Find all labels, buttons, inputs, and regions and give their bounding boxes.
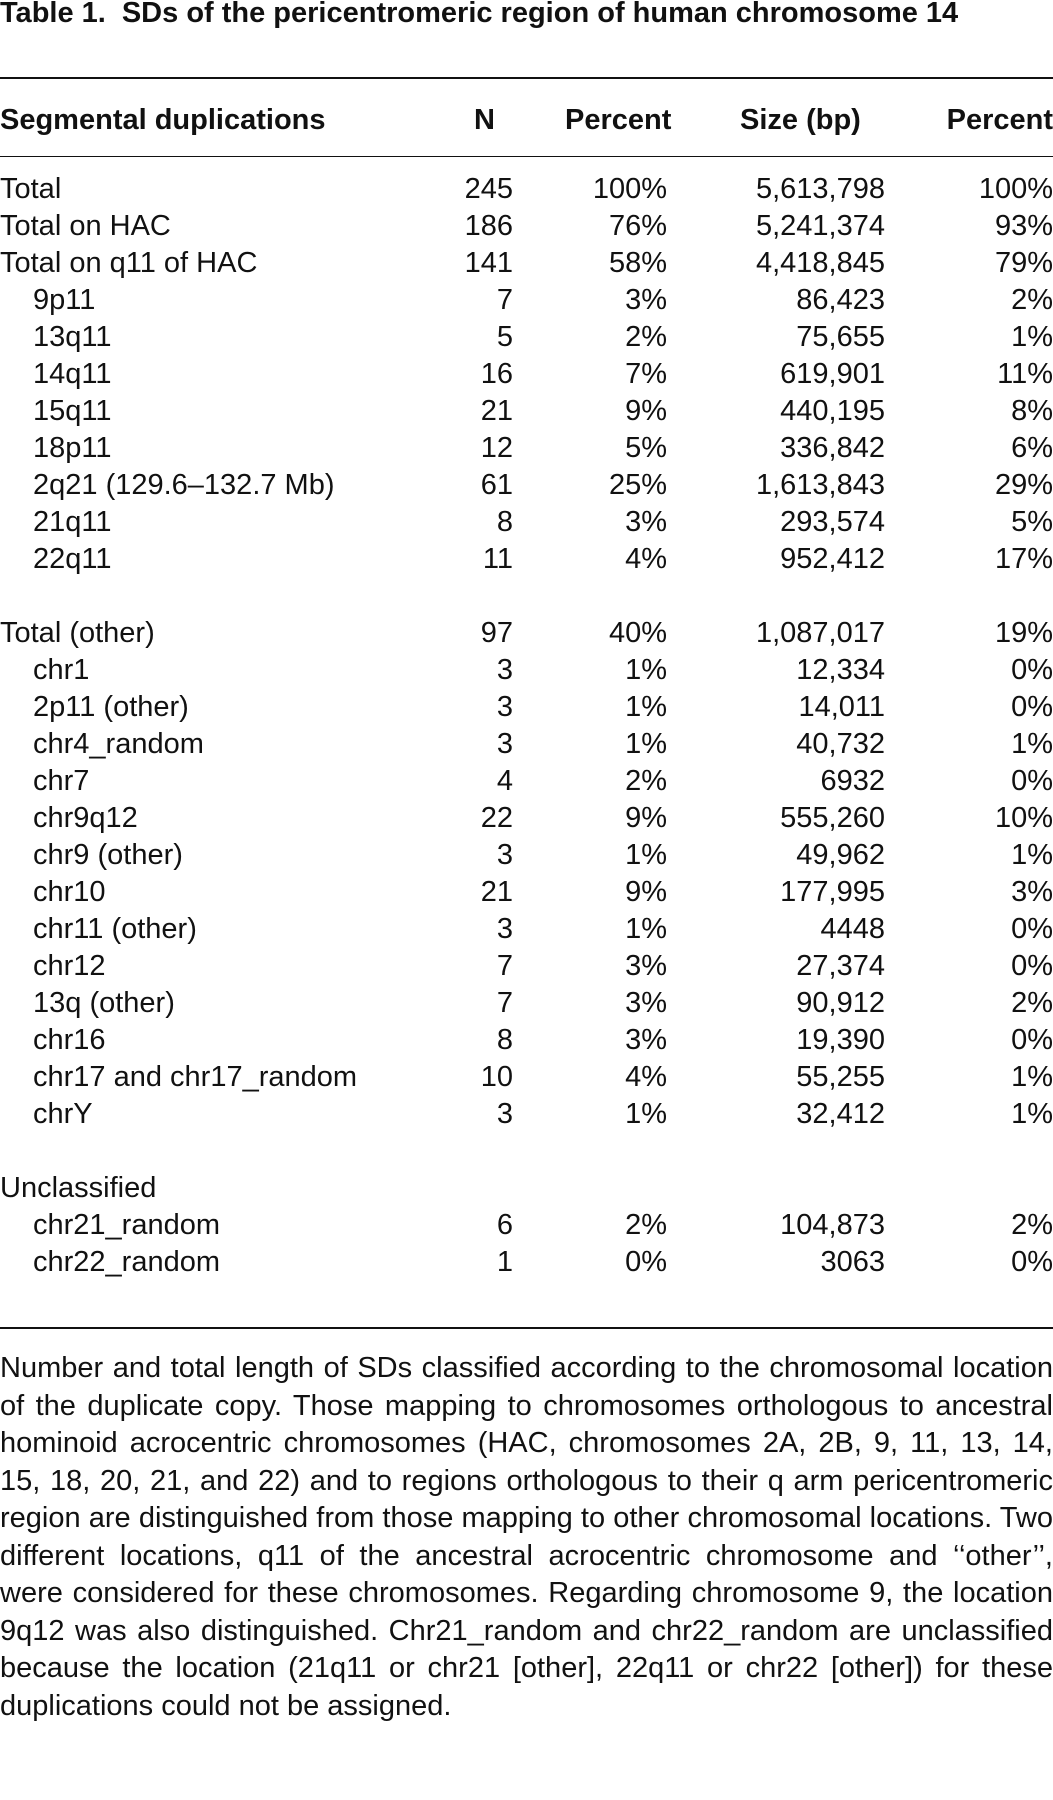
row-label: chr21_random (33, 1209, 220, 1241)
row-size: 4448 (820, 913, 885, 945)
row-n: 4 (496, 765, 513, 797)
row-label: chr10 (33, 876, 106, 908)
row-n: 245 (464, 173, 513, 205)
header-row (0, 102, 1053, 139)
row-n: 11 (482, 543, 513, 575)
row-size: 440,195 (780, 395, 885, 427)
row-n: 3 (496, 1098, 513, 1130)
row-percent: 5% (625, 432, 667, 464)
row-label: chrY (33, 1098, 93, 1130)
row-label: 18p11 (33, 432, 112, 464)
row-percent-size: 10% (994, 802, 1053, 834)
row-label: Total (0, 173, 62, 205)
table-row (0, 208, 1053, 245)
row-percent: 4% (625, 1061, 667, 1093)
table-row (0, 1207, 1053, 1244)
header-n: N (474, 104, 495, 136)
table-row (0, 1059, 1053, 1096)
row-size: 19,390 (796, 1024, 885, 1056)
row-n: 21 (480, 876, 513, 908)
row-label: chr16 (33, 1024, 106, 1056)
row-percent-size: 11% (997, 358, 1053, 390)
row-n: 16 (480, 358, 513, 390)
row-size: 5,241,374 (755, 210, 885, 242)
row-percent-size: 1% (1011, 321, 1053, 353)
table-row (0, 430, 1053, 467)
row-percent-size: 100% (978, 173, 1053, 205)
row-label: chr11 (other) (33, 913, 197, 945)
row-percent-size: 1% (1011, 1098, 1053, 1130)
row-n: 3 (496, 691, 513, 723)
row-percent: 3% (625, 987, 667, 1019)
row-label: chr22_random (33, 1246, 220, 1278)
row-percent: 3% (625, 1024, 667, 1056)
row-size: 104,873 (780, 1209, 885, 1241)
table-row (0, 356, 1053, 393)
table-row (0, 504, 1053, 541)
row-label: Total on HAC (0, 210, 171, 242)
table-footnote: Number and total length of SDs classified according to the chromosomal location of the duplicate copy. Those mapping to chromosomes orthologous to ancestral hominoid acrocentric chromosomes (HAC, chromosomes 2A, 2B, 9, 11, 13, 14, 15, 18, 20, 21, and 22) and to regions orthologous to their q arm pericentromeric region are distinguished from those mapping to other chromosomal locations. Two different locations, q11 of the ancestral acrocentric chromosome and ‘‘other’’, were considered for these chromosomes. Regarding chromosome 9, the location 9q12 was also distinguished. Chr21_random and chr22_random are unclassified because the location (21q11 or chr21 [other], 22q11 or chr22 [other]) for these duplications could not be assigned. (0, 1352, 1053, 1722)
row-n: 7 (496, 284, 513, 316)
row-size: 177,995 (780, 876, 885, 908)
table-row (0, 837, 1053, 874)
row-label: 2q21 (129.6–132.7 Mb) (33, 469, 335, 501)
row-size: 86,423 (796, 284, 885, 316)
row-n: 8 (496, 506, 513, 538)
table-row (0, 541, 1053, 578)
row-percent: 58% (608, 247, 667, 279)
row-percent: 0% (625, 1246, 667, 1278)
header-rule (0, 156, 1053, 157)
row-percent-size: 0% (1011, 654, 1053, 686)
row-n: 1 (496, 1246, 513, 1278)
row-size: 555,260 (780, 802, 885, 834)
row-size: 40,732 (796, 728, 885, 760)
table-label: Table 1. (0, 0, 106, 29)
bottom-rule (0, 1327, 1053, 1329)
table-row (0, 467, 1053, 504)
row-percent-size: 19% (994, 617, 1053, 649)
row-size: 27,374 (796, 950, 885, 982)
row-size: 6932 (820, 765, 885, 797)
row-percent: 2% (625, 765, 667, 797)
table-row (0, 911, 1053, 948)
row-size: 1,613,843 (755, 469, 885, 501)
table-row (0, 726, 1053, 763)
table-row (0, 245, 1053, 282)
row-n: 3 (496, 839, 513, 871)
row-n: 141 (464, 247, 513, 279)
row-size: 4,418,845 (755, 247, 885, 279)
row-label: chr7 (33, 765, 90, 797)
table-row (0, 615, 1053, 652)
row-n: 3 (496, 913, 513, 945)
row-percent: 1% (625, 728, 667, 760)
header-size: Size (bp) (740, 104, 861, 136)
row-n: 3 (496, 728, 513, 760)
row-percent-size: 2% (1011, 987, 1053, 1019)
row-percent: 3% (625, 284, 667, 316)
row-percent-size: 5% (1011, 506, 1053, 538)
row-percent-size: 3% (1011, 876, 1053, 908)
table-row (0, 985, 1053, 1022)
row-percent-size: 2% (1011, 1209, 1053, 1241)
row-label: chr17 and chr17_random (33, 1061, 358, 1093)
row-label: Total on q11 of HAC (0, 247, 258, 279)
row-percent: 4% (625, 543, 667, 575)
table-row (0, 1096, 1053, 1133)
row-label: chr1 (33, 654, 90, 686)
row-percent: 76% (608, 210, 667, 242)
row-percent-size: 0% (1011, 950, 1053, 982)
row-size: 952,412 (780, 543, 885, 575)
row-label: 2p11 (other) (33, 691, 189, 723)
table-title: SDs of the pericentromeric region of human chromosome 14 (121, 0, 959, 29)
row-percent-size: 29% (994, 469, 1053, 501)
row-percent-size: 8% (1011, 395, 1053, 427)
row-label: 13q (other) (33, 987, 175, 1019)
row-size: 1,087,017 (755, 617, 885, 649)
row-n: 7 (496, 950, 513, 982)
table-row (0, 1244, 1053, 1281)
row-label: Unclassified (0, 1172, 157, 1204)
row-percent: 3% (625, 950, 667, 982)
row-percent-size: 1% (1011, 839, 1053, 871)
header-percent-size: Percent (946, 104, 1053, 136)
row-percent: 2% (625, 1209, 667, 1241)
row-label: 21q11 (33, 506, 112, 538)
row-percent-size: 0% (1011, 1246, 1053, 1278)
row-percent: 100% (592, 173, 667, 205)
table-row (0, 800, 1053, 837)
row-n: 3 (496, 654, 513, 686)
row-size: 75,655 (796, 321, 885, 353)
row-label: 9p11 (33, 284, 96, 316)
row-label: 13q11 (33, 321, 112, 353)
row-n: 8 (496, 1024, 513, 1056)
row-n: 21 (480, 395, 513, 427)
row-n: 7 (496, 987, 513, 1019)
row-size: 293,574 (780, 506, 885, 538)
table-row (0, 171, 1053, 208)
row-percent: 9% (625, 802, 667, 834)
table-row (0, 319, 1053, 356)
row-label: chr12 (33, 950, 106, 982)
row-percent-size: 1% (1011, 1061, 1053, 1093)
row-label: chr9 (other) (33, 839, 183, 871)
table-row (0, 393, 1053, 430)
header-segmental-duplications: Segmental duplications (0, 104, 326, 136)
row-label: 14q11 (33, 358, 112, 390)
row-label: chr9q12 (33, 802, 138, 834)
row-size: 55,255 (796, 1061, 885, 1093)
row-percent: 40% (608, 617, 667, 649)
row-n: 22 (480, 802, 513, 834)
row-size: 90,912 (796, 987, 885, 1019)
row-percent: 25% (608, 469, 667, 501)
row-size: 14,011 (798, 691, 885, 723)
row-percent: 9% (625, 395, 667, 427)
row-percent-size: 17% (994, 543, 1053, 575)
row-n: 186 (464, 210, 513, 242)
table-row (0, 652, 1053, 689)
row-percent: 1% (625, 1098, 667, 1130)
row-label: 15q11 (33, 395, 112, 427)
table-row (0, 763, 1053, 800)
row-percent: 7% (625, 358, 667, 390)
row-percent: 1% (625, 691, 667, 723)
row-percent-size: 0% (1011, 691, 1053, 723)
row-n: 10 (480, 1061, 513, 1093)
row-size: 619,901 (780, 358, 885, 390)
row-percent-size: 1% (1011, 728, 1053, 760)
row-n: 6 (496, 1209, 513, 1241)
row-percent-size: 93% (994, 210, 1053, 242)
header-percent: Percent (565, 104, 672, 136)
row-label: chr4_random (33, 728, 204, 760)
row-n: 5 (496, 321, 513, 353)
row-percent-size: 2% (1011, 284, 1053, 316)
top-rule (0, 77, 1053, 79)
row-size: 12,334 (796, 654, 885, 686)
row-size: 336,842 (780, 432, 885, 464)
row-size: 5,613,798 (755, 173, 885, 205)
table-row (0, 689, 1053, 726)
row-percent: 9% (625, 876, 667, 908)
row-percent-size: 79% (994, 247, 1053, 279)
row-n: 61 (480, 469, 513, 501)
table-row (0, 948, 1053, 985)
row-size: 32,412 (796, 1098, 885, 1130)
row-n: 97 (480, 617, 513, 649)
row-size: 3063 (820, 1246, 885, 1278)
row-n: 12 (480, 432, 513, 464)
row-label: 22q11 (33, 543, 112, 575)
table-row (0, 1170, 1053, 1207)
row-percent: 2% (625, 321, 667, 353)
table-row (0, 282, 1053, 319)
row-label: Total (other) (0, 617, 155, 649)
table-row (0, 1022, 1053, 1059)
row-percent-size: 6% (1011, 432, 1053, 464)
row-percent-size: 0% (1011, 1024, 1053, 1056)
table-row (0, 874, 1053, 911)
row-percent: 1% (625, 654, 667, 686)
row-percent: 1% (625, 839, 667, 871)
row-percent: 3% (625, 506, 667, 538)
row-size: 49,962 (796, 839, 885, 871)
row-percent-size: 0% (1011, 913, 1053, 945)
row-percent-size: 0% (1011, 765, 1053, 797)
table-caption (0, 0, 1040, 30)
row-percent: 1% (625, 913, 667, 945)
